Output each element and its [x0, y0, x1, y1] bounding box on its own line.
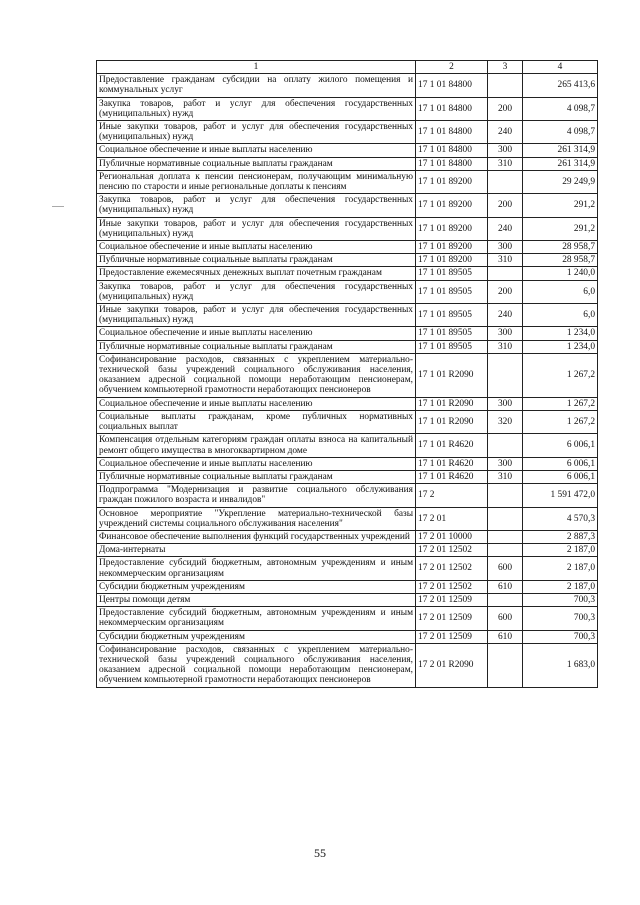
row-amount-cell: 1 267,2: [523, 410, 598, 433]
row-name-cell: Предоставление субсидий бюджетным, автономным учреждениям и иным некоммерческим организациям: [97, 557, 416, 580]
row-code-cell: 17 1 01 89505: [416, 327, 488, 340]
row-vr-cell: [488, 507, 523, 530]
document-page: [96, 60, 597, 688]
row-name-cell: Публичные нормативные социальные выплаты гражданам: [97, 254, 416, 267]
table-row: [97, 607, 598, 630]
row-name-cell: Социальное обеспечение и иные выплаты населению: [97, 241, 416, 254]
row-vr-cell: [488, 544, 523, 557]
table-row: [97, 410, 598, 433]
row-vr-cell: [488, 170, 523, 193]
row-vr-cell: 200: [488, 97, 523, 120]
row-name-cell: Социальное обеспечение и иные выплаты населению: [97, 327, 416, 340]
table-row: [97, 593, 598, 606]
row-code-cell: 17 1 01 84800: [416, 157, 488, 170]
row-amount-cell: 4 098,7: [523, 97, 598, 120]
row-code-cell: 17 2: [416, 484, 488, 507]
row-vr-cell: 300: [488, 397, 523, 410]
row-amount-cell: 261 314,9: [523, 144, 598, 157]
row-code-cell: 17 1 01 89200: [416, 194, 488, 217]
table-row: [97, 170, 598, 193]
row-vr-cell: 310: [488, 470, 523, 483]
row-code-cell: 17 1 01 R2090: [416, 397, 488, 410]
row-code-cell: 17 1 01 89200: [416, 254, 488, 267]
table-row: [97, 157, 598, 170]
table-row: [97, 121, 598, 144]
row-amount-cell: 28 958,7: [523, 254, 598, 267]
row-code-cell: 17 1 01 89505: [416, 304, 488, 327]
row-code-cell: 17 2 01: [416, 507, 488, 530]
row-code-cell: 17 1 01 89505: [416, 340, 488, 353]
row-name-cell: Закупка товаров, работ и услуг для обеспечения государственных (муниципальных) нужд: [97, 194, 416, 217]
row-amount-cell: 291,2: [523, 217, 598, 240]
row-amount-cell: 291,2: [523, 194, 598, 217]
row-vr-cell: 240: [488, 217, 523, 240]
row-code-cell: 17 1 01 89200: [416, 217, 488, 240]
row-name-cell: Предоставление ежемесячных денежных выплат почетным гражданам: [97, 267, 416, 280]
row-name-cell: Публичные нормативные социальные выплаты гражданам: [97, 470, 416, 483]
row-amount-cell: 29 249,9: [523, 170, 598, 193]
row-name-cell: Региональная доплата к пенсии пенсионерам, получающим минимальную пенсию по старости и иные региональные доплаты к пенсиям: [97, 170, 416, 193]
row-code-cell: 17 1 01 R2090: [416, 410, 488, 433]
table-row: [97, 457, 598, 470]
row-name-cell: Субсидии бюджетным учреждениям: [97, 580, 416, 593]
row-vr-cell: 310: [488, 157, 523, 170]
row-amount-cell: 700,3: [523, 593, 598, 606]
row-name-cell: Публичные нормативные социальные выплаты гражданам: [97, 340, 416, 353]
table-row: [97, 434, 598, 457]
table-row: [97, 267, 598, 280]
table-row: [97, 97, 598, 120]
row-vr-cell: [488, 74, 523, 97]
table-row: [97, 484, 598, 507]
table-body: [97, 74, 598, 687]
row-name-cell: Предоставление субсидий бюджетным, автономным учреждениям и иным некоммерческим организациям: [97, 607, 416, 630]
row-amount-cell: 1 591 472,0: [523, 484, 598, 507]
row-code-cell: 17 2 01 12502: [416, 580, 488, 593]
row-vr-cell: 320: [488, 410, 523, 433]
page-number: 55: [314, 846, 326, 860]
row-name-cell: Субсидии бюджетным учреждениям: [97, 630, 416, 643]
row-name-cell: Предоставление гражданам субсидии на оплату жилого помещения и коммунальных услуг: [97, 74, 416, 97]
row-amount-cell: 1 683,0: [523, 643, 598, 687]
row-vr-cell: 240: [488, 304, 523, 327]
row-code-cell: 17 2 01 12502: [416, 544, 488, 557]
row-name-cell: Иные закупки товаров, работ и услуг для обеспечения государственных (муниципальных) нужд: [97, 217, 416, 240]
row-name-cell: Иные закупки товаров, работ и услуг для обеспечения государственных (муниципальных) нужд: [97, 121, 416, 144]
row-vr-cell: 610: [488, 630, 523, 643]
row-vr-cell: 600: [488, 557, 523, 580]
row-amount-cell: 4 098,7: [523, 121, 598, 144]
row-name-cell: Подпрограмма "Модернизация и развитие социального обслуживания граждан пожилого возраста и инвалидов": [97, 484, 416, 507]
row-code-cell: 17 1 01 84800: [416, 121, 488, 144]
row-name-cell: Закупка товаров, работ и услуг для обеспечения государственных (муниципальных) нужд: [97, 280, 416, 303]
row-amount-cell: 700,3: [523, 630, 598, 643]
row-code-cell: 17 1 01 89505: [416, 267, 488, 280]
table-row: [97, 194, 598, 217]
row-vr-cell: [488, 267, 523, 280]
row-amount-cell: 6,0: [523, 280, 598, 303]
row-vr-cell: 300: [488, 327, 523, 340]
row-code-cell: 17 1 01 84800: [416, 97, 488, 120]
row-code-cell: 17 2 01 10000: [416, 530, 488, 543]
row-code-cell: 17 1 01 R4620: [416, 470, 488, 483]
row-vr-cell: [488, 353, 523, 397]
row-code-cell: 17 2 01 12509: [416, 630, 488, 643]
table-row: [97, 630, 598, 643]
row-code-cell: 17 2 01 12502: [416, 557, 488, 580]
table-row: [97, 327, 598, 340]
row-amount-cell: 1 267,2: [523, 353, 598, 397]
row-amount-cell: 261 314,9: [523, 157, 598, 170]
row-name-cell: Финансовое обеспечение выполнения функций государственных учреждений: [97, 530, 416, 543]
row-vr-cell: [488, 434, 523, 457]
table-row: [97, 557, 598, 580]
table-row: [97, 280, 598, 303]
row-amount-cell: 1 267,2: [523, 397, 598, 410]
row-amount-cell: 1 234,0: [523, 327, 598, 340]
row-vr-cell: 300: [488, 241, 523, 254]
row-vr-cell: 200: [488, 280, 523, 303]
row-amount-cell: 2 187,0: [523, 544, 598, 557]
row-code-cell: 17 1 01 89200: [416, 241, 488, 254]
header-col-1: 1: [97, 61, 416, 74]
row-vr-cell: 240: [488, 121, 523, 144]
row-vr-cell: 200: [488, 194, 523, 217]
row-code-cell: 17 1 01 84800: [416, 74, 488, 97]
row-code-cell: 17 1 01 84800: [416, 144, 488, 157]
row-code-cell: 17 1 01 R4620: [416, 434, 488, 457]
table-row: [97, 507, 598, 530]
row-code-cell: 17 1 01 R4620: [416, 457, 488, 470]
row-vr-cell: 600: [488, 607, 523, 630]
table-row: [97, 353, 598, 397]
table-row: [97, 74, 598, 97]
row-vr-cell: 610: [488, 580, 523, 593]
row-amount-cell: 6 006,1: [523, 434, 598, 457]
row-name-cell: Софинансирование расходов, связанных с укреплением материально-технической базы учреждений социального обслуживания населения, оказанием адресной социальной помощи неработающим пенсионерам, обучением компьютерной грамотности неработающих пенсионеров: [97, 353, 416, 397]
table-row: [97, 144, 598, 157]
row-name-cell: Социальное обеспечение и иные выплаты населению: [97, 397, 416, 410]
table-row: [97, 254, 598, 267]
row-name-cell: Компенсация отдельным категориям граждан оплаты взноса на капитальный ремонт общего имущества в многоквартирном доме: [97, 434, 416, 457]
row-amount-cell: 1 240,0: [523, 267, 598, 280]
row-name-cell: Софинансирование расходов, связанных с укреплением материально-технической базы учреждений социального обслуживания населения, оказанием адресной социальной помощи неработающим пенсионерам, обучением компьютерной грамотности неработающих пенсионеров: [97, 643, 416, 687]
row-name-cell: Социальные выплаты гражданам, кроме публичных нормативных социальных выплат: [97, 410, 416, 433]
table-row: [97, 643, 598, 687]
row-name-cell: Публичные нормативные социальные выплаты гражданам: [97, 157, 416, 170]
row-name-cell: Дома-интернаты: [97, 544, 416, 557]
table-row: [97, 580, 598, 593]
row-vr-cell: [488, 484, 523, 507]
table-row: [97, 217, 598, 240]
table-row: [97, 340, 598, 353]
row-amount-cell: 6,0: [523, 304, 598, 327]
header-col-2: 2: [416, 61, 488, 74]
row-vr-cell: [488, 593, 523, 606]
header-col-4: 4: [523, 61, 598, 74]
row-amount-cell: 2 187,0: [523, 580, 598, 593]
row-name-cell: Социальное обеспечение и иные выплаты населению: [97, 457, 416, 470]
row-amount-cell: 700,3: [523, 607, 598, 630]
margin-mark: [52, 206, 64, 207]
row-name-cell: Основное мероприятие "Укрепление материально-технической базы учреждений системы социального обслуживания населения": [97, 507, 416, 530]
table-row: [97, 304, 598, 327]
table-row: [97, 530, 598, 543]
row-name-cell: Центры помощи детям: [97, 593, 416, 606]
table-row: [97, 397, 598, 410]
header-col-3: 3: [488, 61, 523, 74]
header-row: [97, 61, 598, 74]
budget-table: [96, 60, 598, 688]
row-name-cell: Закупка товаров, работ и услуг для обеспечения государственных (муниципальных) нужд: [97, 97, 416, 120]
row-vr-cell: 310: [488, 340, 523, 353]
row-vr-cell: 300: [488, 144, 523, 157]
table-row: [97, 544, 598, 557]
row-amount-cell: 4 570,3: [523, 507, 598, 530]
row-amount-cell: 265 413,6: [523, 74, 598, 97]
row-amount-cell: 6 006,1: [523, 470, 598, 483]
row-code-cell: 17 2 01 R2090: [416, 643, 488, 687]
row-amount-cell: 1 234,0: [523, 340, 598, 353]
row-code-cell: 17 1 01 R2090: [416, 353, 488, 397]
row-vr-cell: 300: [488, 457, 523, 470]
row-vr-cell: [488, 643, 523, 687]
row-vr-cell: 310: [488, 254, 523, 267]
row-vr-cell: [488, 530, 523, 543]
row-amount-cell: 28 958,7: [523, 241, 598, 254]
row-code-cell: 17 2 01 12509: [416, 593, 488, 606]
row-code-cell: 17 1 01 89200: [416, 170, 488, 193]
row-code-cell: 17 1 01 89505: [416, 280, 488, 303]
row-amount-cell: 2 187,0: [523, 557, 598, 580]
row-amount-cell: 6 006,1: [523, 457, 598, 470]
row-name-cell: Иные закупки товаров, работ и услуг для обеспечения государственных (муниципальных) нужд: [97, 304, 416, 327]
table-row: [97, 241, 598, 254]
row-code-cell: 17 2 01 12509: [416, 607, 488, 630]
row-name-cell: Социальное обеспечение и иные выплаты населению: [97, 144, 416, 157]
table-row: [97, 470, 598, 483]
row-amount-cell: 2 887,3: [523, 530, 598, 543]
